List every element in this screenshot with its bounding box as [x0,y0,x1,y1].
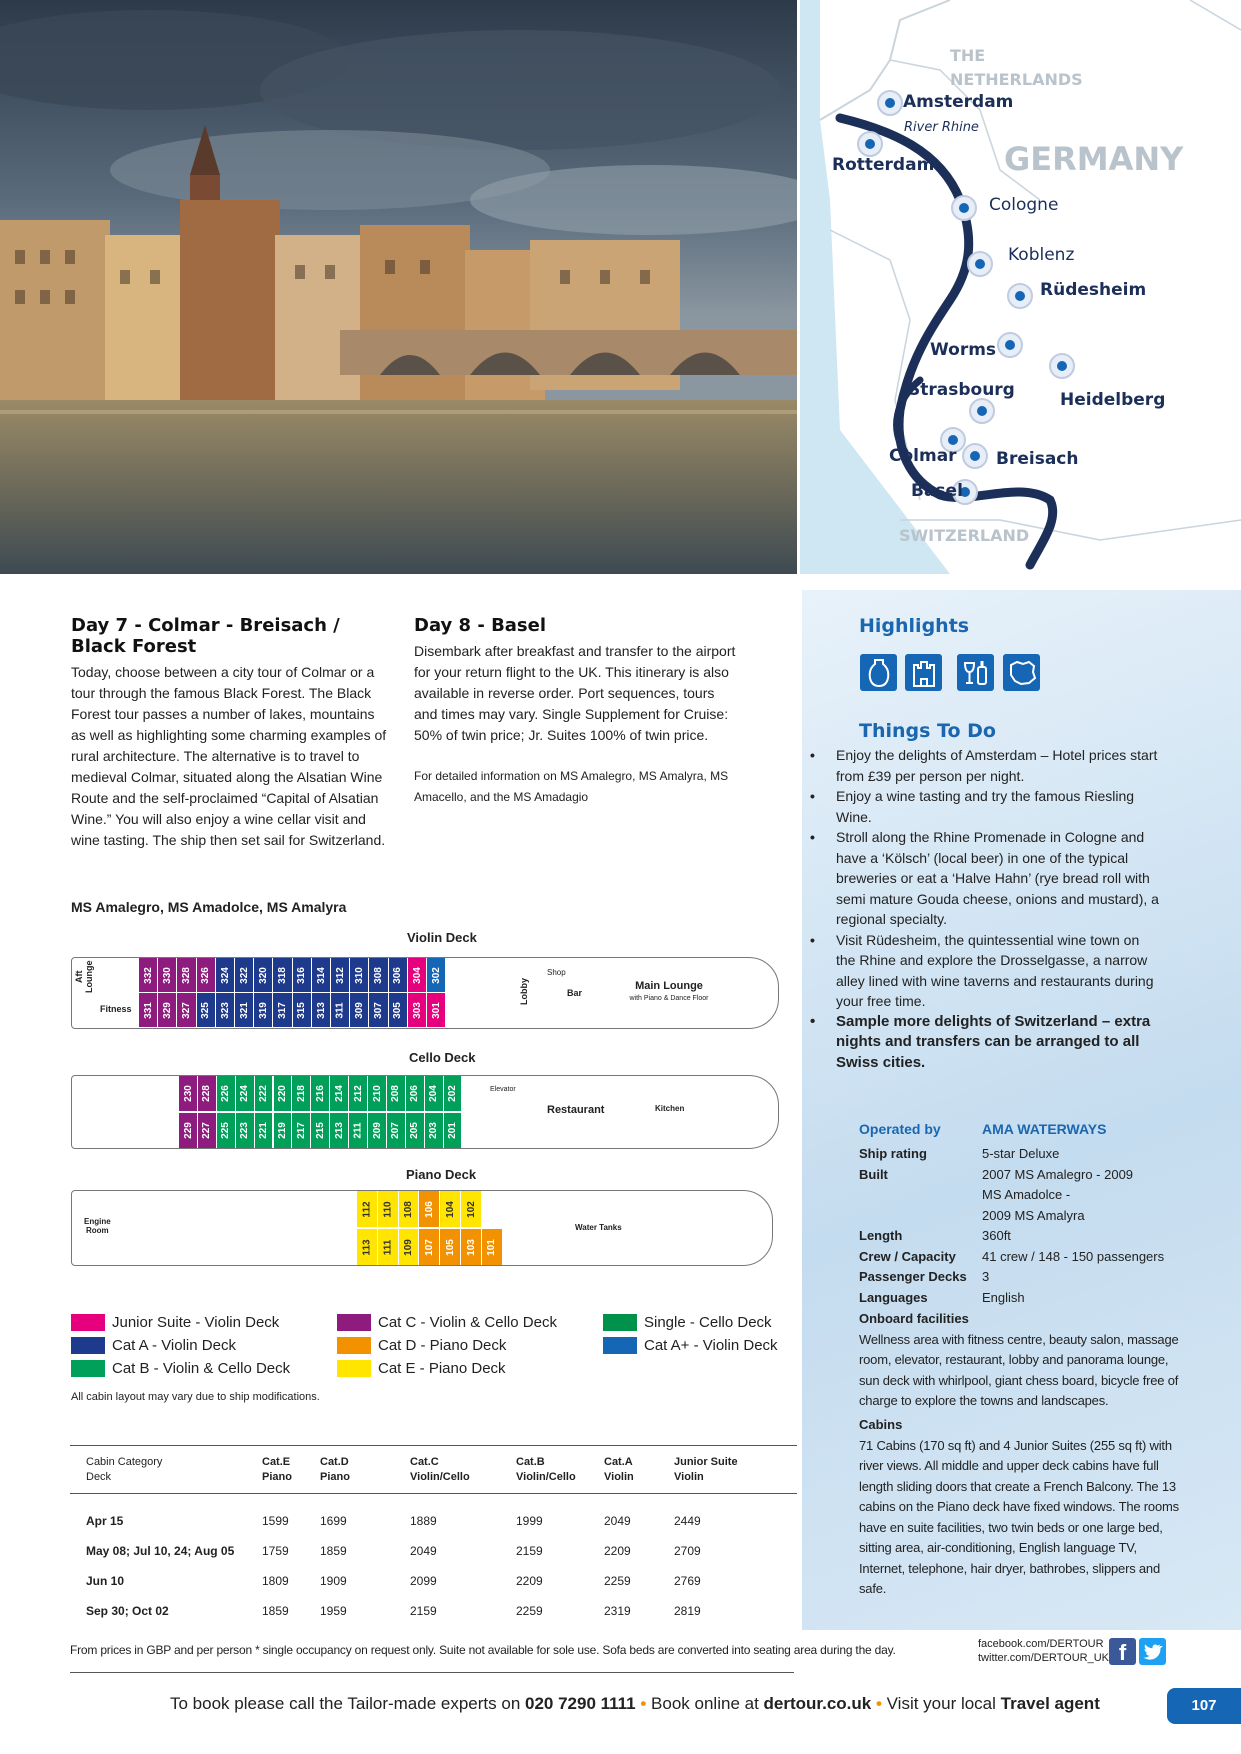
row-date: May 08; Jul 10, 24; Aug 05 [86,1544,235,1558]
cello-deck-plan [71,1075,779,1149]
header-line: Violin/Cello [516,1471,576,1483]
river-label: River Rhine [904,120,979,135]
header-line: Cabin Category [86,1456,163,1468]
spec-key: Ship rating [859,1146,927,1161]
row-price: 1999 [516,1514,543,1528]
page-number: 107 [1167,1688,1241,1724]
cabin-304: 304 [408,958,426,992]
cabin-303: 303 [408,993,426,1027]
legend-swatch [337,1360,371,1377]
bullet-1: • [635,1694,647,1713]
header-line: Cat.D [320,1456,349,1468]
row-date: Apr 15 [86,1514,124,1528]
spec-key: Built [859,1166,888,1182]
twitter-icon[interactable] [1139,1638,1166,1665]
violin-deck-label: Violin Deck [407,930,477,945]
cabin-225: 225 [217,1113,235,1148]
spec-key: Crew / Capacity [859,1248,956,1264]
row-price: 2319 [604,1604,631,1618]
row-date: Sep 30; Oct 02 [86,1604,169,1618]
city-strasbourg: Strasbourg [908,380,1015,400]
legend-label: Cat A - Violin Deck [112,1337,236,1354]
cabin-210: 210 [368,1076,386,1111]
cabin-208: 208 [387,1076,405,1111]
shop: Shop [547,968,566,977]
highlights-title: Highlights [859,615,970,637]
onboard-text: Wellness area with fitness centre, beauty salon, massage room, elevator, restaurant, lobby and panorama lounge, sun deck with whirlpool, giant chess board, bicycle free of charge to explore the towns and landscapes. [859,1331,1179,1408]
list-item: • Stroll along the Rhine Promenade in Cologne and have a ‘Kölsch’ (local beer) in one of the typical breweries or eat a ‘Halve Hahn’ (rye bread roll with semi mature Gouda cheese, onions and mustard), a regional specialty. [836,827,1161,930]
row-price: 1809 [262,1574,289,1588]
day7-body: Today, choose between a city tour of Colmar or a tour through the famous Black Forest. The Black Forest tour passes a number of lakes, mountains as well as highlighting some charming examples of rural architecture. The alternative is to travel to medieval Colmar, situated along the Alsatian Wine Route and the self-proclaimed “Capital of Alsatian Wine.” You will also enjoy a wine cellar visit and wine tasting. The ship then set sail for Switzerland. [71,664,387,848]
spec-value: 5-star Deluxe [982,1146,1060,1161]
cabin-220: 220 [274,1076,292,1111]
legend-swatch [71,1314,105,1331]
cabin-309: 309 [350,993,368,1027]
legend-label: Junior Suite - Violin Deck [112,1314,280,1331]
price-table [70,1455,797,1625]
website-link[interactable]: dertour.co.uk [763,1694,872,1713]
water-tanks: Water Tanks [575,1223,622,1232]
day8-note: For detailed information on MS Amalegro, MS Amalyra, MS Amacello, and the MS Amadagio [414,769,729,804]
day7-title: Day 7 - Colmar - Breisach / Black Forest [71,615,340,657]
city-rudesheim: Rüdesheim [1040,280,1147,300]
cabin-213: 213 [330,1113,348,1148]
cabin-318: 318 [273,958,291,992]
bullet-2: • [871,1694,882,1713]
row-date: Jun 10 [86,1574,125,1588]
header-line: Violin [604,1471,634,1483]
cabin-327: 327 [177,993,195,1027]
cabin-111: 111 [378,1229,398,1265]
cabin-311: 311 [331,993,349,1027]
header-line: Cat.B [516,1456,545,1468]
cabin-223: 223 [236,1113,254,1148]
spec-key: Passenger Decks [859,1269,967,1284]
lobby: Lobby [519,978,529,1005]
header-rule [70,1493,797,1494]
kitchen: Kitchen [655,1104,685,1113]
row-price: 2449 [674,1514,701,1528]
things-to-do-list [836,745,1161,1073]
cabin-209: 209 [368,1113,386,1148]
cabin-legend [71,1314,791,1384]
legend-swatch [603,1314,637,1331]
legend-item [71,1314,311,1332]
legend-label: Cat C - Violin & Cello Deck [378,1314,557,1331]
legend-label: Cat D - Piano Deck [378,1337,507,1354]
row-price: 2709 [674,1544,701,1558]
city-koblenz: Koblenz [1008,245,1075,265]
cabin-326: 326 [197,958,215,992]
header-line: Cat.C [410,1456,439,1468]
legend-item [71,1337,311,1355]
day8-title: Day 8 - Basel [414,615,547,636]
cabin-101: 101 [482,1229,502,1265]
cabin-215: 215 [311,1113,329,1148]
cabin-201: 201 [444,1113,462,1148]
onboard-block [859,1309,1179,1412]
rhine-route-map [800,0,1241,574]
cabin-226: 226 [217,1076,235,1111]
elevator: Elevator [490,1086,516,1093]
legend-swatch [71,1360,105,1377]
cabin-306: 306 [389,958,407,992]
row-price: 1859 [320,1544,347,1558]
row-price: 2259 [516,1604,543,1618]
country-germany: GERMANY [1004,140,1184,178]
phone-number[interactable]: 020 7290 1111 [525,1694,636,1713]
spec-row [859,1206,1199,1226]
row-price: 2049 [410,1544,437,1558]
cabin-302: 302 [427,958,445,992]
cabin-228: 228 [198,1076,216,1111]
legend-item [337,1314,577,1332]
cabins-label: Cabins [859,1417,903,1432]
legend-swatch [337,1314,371,1331]
city-rotterdam: Rotterdam [832,155,935,175]
legend-label: Cat B - Violin & Cello Deck [112,1360,291,1377]
cabin-307: 307 [369,993,387,1027]
footer-text-3: Visit your local [881,1694,1001,1713]
city-amsterdam: Amsterdam [903,92,1014,112]
cabin-324: 324 [216,958,234,992]
cabin-317: 317 [273,993,291,1027]
cabin-331: 331 [139,993,157,1027]
ships-title: MS Amalegro, MS Amadolce, MS Amalyra [71,899,347,915]
city-worms: Worms [930,340,997,360]
list-item: • Enjoy a wine tasting and try the famous Riesling Wine. [836,786,1161,827]
cabin-219: 219 [274,1113,292,1148]
vase-icon [860,654,897,691]
city-basel: Basel [911,481,963,501]
table-header [262,1455,292,1485]
row-price: 1599 [262,1514,289,1528]
spec-row [859,1247,1199,1267]
cabin-301: 301 [427,993,445,1027]
cabin-110: 110 [378,1191,398,1227]
row-price: 1959 [320,1604,347,1618]
legend-item [337,1360,577,1378]
row-price: 1759 [262,1544,289,1558]
spec-row [859,1288,1199,1308]
operated-label: Operated by [859,1121,941,1137]
row-price: 2769 [674,1574,701,1588]
legend-swatch [71,1337,105,1354]
legend-item [71,1360,311,1378]
list-item: • Enjoy the delights of Amsterdam – Hotel prices start from £39 per person per night. [836,745,1161,786]
cabin-202: 202 [444,1076,462,1111]
table-header [674,1455,738,1485]
legend-label: Cat E - Piano Deck [378,1360,506,1377]
cabin-321: 321 [235,993,253,1027]
aft-lounge: Aft Lounge [74,960,94,993]
header-line: Violin/Cello [410,1471,470,1483]
twitter-link[interactable]: twitter.com/DERTOUR_UK [978,1652,1110,1664]
table-header [604,1455,634,1485]
cabin-314: 314 [312,958,330,992]
cabin-325: 325 [197,993,215,1027]
facebook-link[interactable]: facebook.com/DERTOUR [978,1638,1104,1650]
cabin-207: 207 [387,1113,405,1148]
spec-value: 3 [982,1269,990,1284]
legend-swatch [337,1337,371,1354]
row-price: 2209 [516,1574,543,1588]
legend-item [603,1314,843,1332]
cabin-113: 113 [357,1229,377,1265]
cabin-230: 230 [179,1076,197,1111]
cello-deck-label: Cello Deck [409,1050,476,1065]
fitness-room: Fitness [100,1004,132,1014]
legend-label: Single - Cello Deck [644,1314,772,1331]
country-netherlands: THE NETHERLANDS [950,46,1083,89]
cabin-217: 217 [292,1113,310,1148]
table-header [516,1455,576,1485]
cabin-323: 323 [216,993,234,1027]
cabin-103: 103 [461,1229,481,1265]
cabins-block [859,1415,1179,1600]
row-price: 2819 [674,1604,701,1618]
cabin-320: 320 [254,958,272,992]
city-colmar: Colmar [889,446,957,466]
cabin-109: 109 [399,1229,419,1265]
cabin-332: 332 [139,958,157,992]
row-price: 1889 [410,1514,437,1528]
spec-row [859,1165,1199,1185]
header-line: Cat.E [262,1456,291,1468]
booking-footer [170,1694,1100,1714]
cabin-102: 102 [461,1191,481,1227]
table-top-rule [70,1445,797,1446]
city-breisach: Breisach [996,449,1079,469]
cabin-218: 218 [292,1076,310,1111]
legend-swatch [603,1337,637,1354]
cabin-108: 108 [399,1191,419,1227]
cabin-305: 305 [389,993,407,1027]
row-price: 2259 [604,1574,631,1588]
list-item: • Visit Rüdesheim, the quintessential wine town on the Rhine and explore the Drosselgasse, a narrow alley lined with wine taverns and restaurants during your free time. [836,930,1161,1012]
footer-text-2: Book online at [646,1694,764,1713]
bar: Bar [567,988,583,998]
cabin-229: 229 [179,1113,197,1148]
legend-item [337,1337,577,1355]
cabin-316: 316 [293,958,311,992]
cabin-216: 216 [311,1076,329,1111]
city-heidelberg: Heidelberg [1060,390,1166,410]
operated-row [859,1119,1189,1141]
onboard-label: Onboard facilities [859,1311,969,1326]
row-price: 1859 [262,1604,289,1618]
header-line: Violin [674,1471,704,1483]
map-germany-icon [1003,654,1040,691]
legend-item [603,1337,843,1355]
spec-row [859,1185,1199,1205]
cabin-313: 313 [312,993,330,1027]
spec-value: 360ft [982,1228,1011,1243]
cabin-310: 310 [350,958,368,992]
piano-deck-plan [71,1190,773,1266]
row-price: 2159 [516,1544,543,1558]
cabin-222: 222 [255,1076,273,1111]
cabin-328: 328 [177,958,195,992]
spec-value: 2007 MS Amalegro - 2009 [982,1166,1134,1182]
cabin-204: 204 [425,1076,443,1111]
cabin-224: 224 [236,1076,254,1111]
list-item: • Sample more delights of Switzerland – extra nights and transfers can be arranged to all Swiss cities. [836,1012,1161,1074]
cabin-203: 203 [425,1113,443,1148]
cabin-104: 104 [440,1191,460,1227]
piano-deck-label: Piano Deck [406,1167,477,1182]
cabin-105: 105 [440,1229,460,1265]
header-line: Deck [86,1471,112,1483]
spec-value: 41 crew / 148 - 150 passengers [982,1248,1165,1264]
spec-key: Languages [859,1289,928,1305]
day8-body: Disembark after breakfast and transfer to the airport for your return flight to the UK. This itinerary is also available in reverse order. Port sequences, tours and times may vary. Single Supplement for Cruise: 50% of twin price; Jr. Suites 100% of twin price. [414,643,736,743]
cabin-322: 322 [235,958,253,992]
country-switzerland: SWITZERLAND [899,526,1030,545]
footer-text-1: To book please call the Tailor-made experts on [170,1694,525,1713]
cabin-206: 206 [406,1076,424,1111]
cabin-227: 227 [198,1113,216,1148]
cabin-106: 106 [419,1191,439,1227]
spec-row [859,1226,1199,1246]
cabin-112: 112 [357,1191,377,1227]
castle-icon [905,654,942,691]
header-line: Junior Suite [674,1456,738,1468]
table-header [410,1455,470,1485]
legend-label: Cat A+ - Violin Deck [644,1337,778,1354]
operated-value: AMA WATERWAYS [982,1121,1107,1137]
spec-value: MS Amadolce - [982,1187,1071,1202]
cabin-212: 212 [349,1076,367,1111]
city-cologne: Cologne [989,195,1059,215]
cabin-315: 315 [293,993,311,1027]
spec-value: English [982,1289,1025,1305]
table-header [86,1455,162,1485]
cabin-312: 312 [331,958,349,992]
things-title: Things To Do [859,720,996,742]
cabin-214: 214 [330,1076,348,1111]
row-price: 2099 [410,1574,437,1588]
social-links [978,1637,1110,1665]
header-line: Cat.A [604,1456,633,1468]
spec-row [859,1267,1199,1287]
cabin-211: 211 [349,1113,367,1148]
engine-room: Engine Room [84,1217,111,1235]
main-lounge: Main Lounge [635,980,703,992]
cabins-text: 71 Cabins (170 sq ft) and 4 Junior Suites (255 sq ft) with river views. All middle and upper deck cabins have full length sliding doors that create a French Balcony. The 13 cabins on the Piano deck have fixed windows. The rooms have en suite facilities, two twin beds or one large bed, sitting area, air-conditioning, English language TV, Internet, telephone, hair dryer, bathrobes, slippers and safe. [859,1437,1179,1596]
row-price: 2209 [604,1544,631,1558]
legend-note: All cabin layout may vary due to ship modifications. [71,1391,320,1403]
basel-rhine-photo [0,0,797,574]
main-lounge-sub: with Piano & Dance Floor [629,995,709,1002]
table-header [320,1455,350,1485]
row-price: 2159 [410,1604,437,1618]
header-line: Piano [262,1471,292,1483]
cabin-329: 329 [158,993,176,1027]
row-price: 1909 [320,1574,347,1588]
cabin-330: 330 [158,958,176,992]
footer-rule [70,1672,794,1673]
row-price: 1699 [320,1514,347,1528]
cabin-221: 221 [255,1113,273,1148]
price-note: From prices in GBP and per person * single occupancy on request only. Suite not available for sole use. Sofa beds are converted into seating area during the day. [70,1643,896,1657]
travel-agent: Travel agent [1000,1694,1100,1713]
spec-key: Length [859,1228,903,1243]
wine-icon [957,654,994,691]
facebook-icon[interactable]: f [1109,1638,1136,1665]
spec-value: 2009 MS Amalyra [982,1207,1085,1223]
spec-row [859,1144,1199,1164]
restaurant: Restaurant [547,1104,605,1116]
cabin-107: 107 [419,1229,439,1265]
cabin-308: 308 [369,958,387,992]
violin-deck-plan [71,957,779,1029]
header-line: Piano [320,1471,350,1483]
row-price: 2049 [604,1514,631,1528]
cabin-319: 319 [254,993,272,1027]
cabin-205: 205 [406,1113,424,1148]
